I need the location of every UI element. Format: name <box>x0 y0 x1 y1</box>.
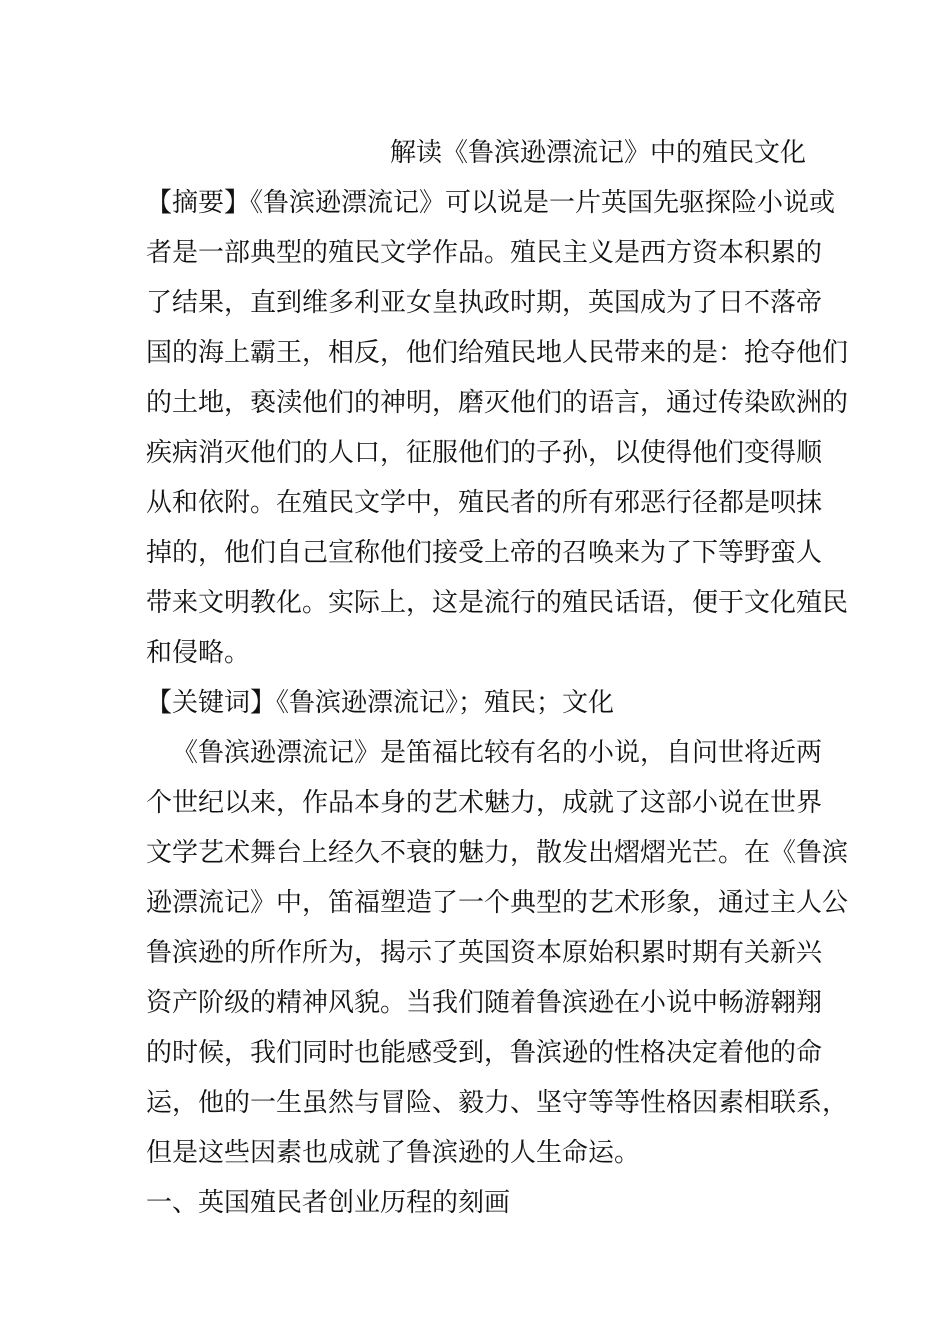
abstract-section <box>146 178 849 678</box>
body-line: 《鲁滨逊漂流记》是笛福比较有名的小说，自问世将近两 <box>172 738 823 768</box>
body-line: 个世纪以来，作品本身的艺术魅力，成就了这部小说在世界 <box>146 788 823 818</box>
body-line: 逊漂流记》中，笛福塑造了一个典型的艺术形象，通过主人公 <box>146 888 849 918</box>
abstract-line: 从和依附。在殖民文学中，殖民者的所有邪恶行径都是呗抹 <box>146 488 823 518</box>
document-title: 解读《鲁滨逊漂流记》中的殖民文化 <box>389 138 806 168</box>
document-page <box>146 128 849 1228</box>
body-line: 但是这些因素也成就了鲁滨逊的人生命运。 <box>146 1138 641 1168</box>
body-paragraph <box>146 728 849 1178</box>
abstract-line: 和侵略。 <box>146 638 251 668</box>
body-line: 文学艺术舞台上经久不衰的魅力，散发出熠熠光芒。在《鲁滨 <box>146 838 849 868</box>
abstract-line: 了结果，直到维多利亚女皇执政时期，英国成为了日不落帝 <box>146 288 823 318</box>
body-line: 鲁滨逊的所作所为，揭示了英国资本原始积累时期有关新兴 <box>146 938 823 968</box>
abstract-line: 疾病消灭他们的人口，征服他们的子孙，以使得他们变得顺 <box>146 438 823 468</box>
section-heading: 一、英国殖民者创业历程的刻画 <box>146 1188 511 1218</box>
abstract-line: 的土地，亵渎他们的神明，磨灭他们的语言，通过传染欧洲的 <box>146 388 849 418</box>
abstract-line: 【摘要】《鲁滨逊漂流记》可以说是一片英国先驱探险小说或 <box>146 188 836 218</box>
body-line: 的时候，我们同时也能感受到，鲁滨逊的性格决定着他的命 <box>146 1038 823 1068</box>
body-line: 运，他的一生虽然与冒险、毅力、坚守等等性格因素相联系， <box>146 1088 849 1118</box>
abstract-line: 国的海上霸王，相反，他们给殖民地人民带来的是：抢夺他们 <box>146 338 849 368</box>
keywords-line: 【关键词】《鲁滨逊漂流记》；殖民；文化 <box>146 688 615 718</box>
abstract-line: 者是一部典型的殖民文学作品。殖民主义是西方资本积累的 <box>146 238 823 268</box>
abstract-line: 带来文明教化。实际上，这是流行的殖民话语，便于文化殖民 <box>146 588 849 618</box>
body-line: 资产阶级的精神风貌。当我们随着鲁滨逊在小说中畅游翱翔 <box>146 988 823 1018</box>
abstract-line: 掉的，他们自己宣称他们接受上帝的召唤来为了下等野蛮人 <box>146 538 823 568</box>
